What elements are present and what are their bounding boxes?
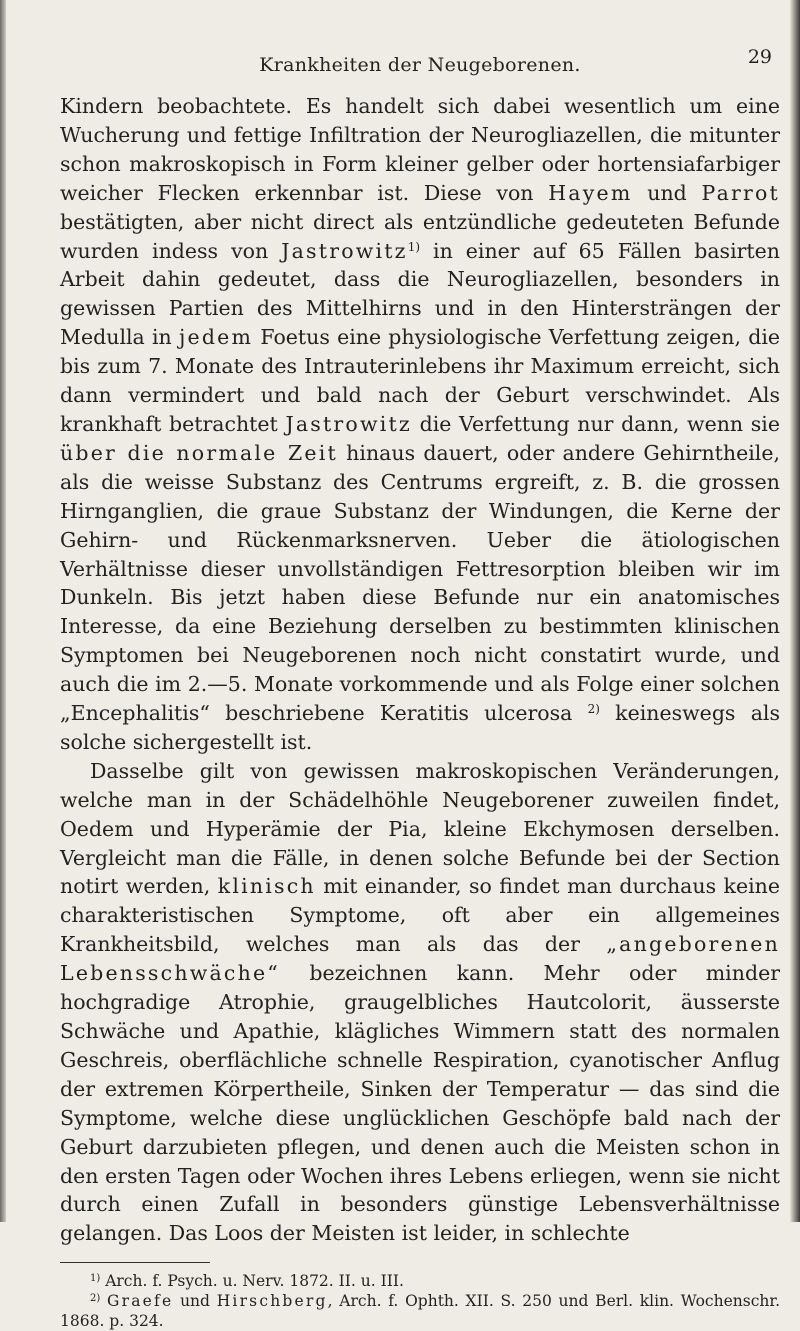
paragraph-2 bbox=[60, 757, 780, 1248]
author-name-graefe: Graefe bbox=[107, 1292, 174, 1311]
text-run: in einer auf 65 Fällen basirten Arbeit dahin gedeutet, dass die Neurogliazellen, besonders in gewissen Partien des Mittelhirns und in den Hintersträngen der Medulla in bbox=[60, 238, 780, 350]
text-run: Kindern beobachtete. Es handelt sich dabei wesentlich um eine Wucherung und fettige Infiltration der Neurogliazellen, die mitunter schon makroskopisch in Form kleiner gelber oder hortensiafarbiger weicher Flecken erkennbar ist. Diese von bbox=[60, 94, 780, 205]
body-text bbox=[60, 92, 780, 1248]
text-run: Foetus eine physiologische Verfettung zeigen, die bis zum 7. Monate des Intrauterinlebens ihr Maximum erreicht, sich dann vermindert und bald nach der Geburt verschwindet. Als krankhaft betrachtet bbox=[60, 325, 781, 436]
author-name-jastrowitz: Jastrowitz bbox=[281, 238, 408, 263]
emphasis-jedem: jedem bbox=[178, 325, 254, 350]
footnote-mark-1: 1) bbox=[90, 1273, 101, 1285]
footnote-text: , Arch. f. Ophth. XII. S. 250 und Berl. klin. Wochenschr. 1868. p. 324. bbox=[60, 1292, 780, 1331]
text-run: bestätigten, aber nicht direct als entzündliche gedeuteten Befunde wurden indess von bbox=[60, 209, 780, 263]
footnote-2 bbox=[60, 1291, 780, 1331]
footnote-divider bbox=[60, 1262, 210, 1263]
paragraph-1 bbox=[60, 92, 780, 757]
emphasis-lebensschwaeche: „angeborenen Lebensschwäche“ bbox=[60, 932, 780, 986]
text-run: Dasselbe gilt von gewissen makroskopischen Veränderungen, welche man in der Schädelhöhle Neugeborener zuweilen findet, Oedem und Hyperämie der Pia, kleine Ekchymosen derselben. Vergleicht man die Fälle, in denen solche Befunde bei der Section notirt werden, bbox=[60, 758, 780, 899]
footnote-ref-1: 1) bbox=[407, 239, 421, 254]
footnote-mark-2: 2) bbox=[90, 1293, 101, 1305]
footnote-ref-2: 2) bbox=[587, 702, 600, 717]
text-run: die Verfettung nur dann, wenn sie bbox=[411, 411, 780, 436]
footnotes bbox=[60, 1271, 780, 1331]
page-number: 29 bbox=[747, 46, 772, 68]
text-run: bezeichnen kann. Mehr oder minder hochgradige Atrophie, graugelbliches Hautcolorit, äusserste Schwäche und Apathie, klägliches Wimmern statt des normalen Geschreis, oberflächliche schnelle Respiration, cyanotischer Anflug der extremen Körpertheile, Sinken der Temperatur — das sind die Symptome, welche diese unglücklichen Geschöpfe bald nach der Geburt darzubieten pflegen, und denen auch die Meisten schon in den ersten Tagen oder Wochen ihres Lebens erliegen, wenn sie nicht durch einen Zufall in besonders günstige Lebensverhältnisse gelangen. Das Loos der Meisten ist leider, in schlechte bbox=[60, 961, 780, 1246]
author-name-jastrowitz: Jastrowitz bbox=[285, 411, 412, 436]
text-run: hinaus dauert, oder andere Gehirntheile, als die weisse Substanz des Centrums ergreift, z. B. die grossen Hirnganglien, die graue Substanz der Windungen, die Kerne der Gehirn- und Rückenmarksnerven. Ueber die ätiologischen Verhältnisse dieser unvollständigen Fettresorption bleiben wir im Dunkeln. Bis jetzt haben diese Befunde nur ein anatomisches Interesse, da eine Beziehung derselben zu bestimmten klinischen Symptomen bei Neugeborenen noch nicht constatirt wurde, und auch die im 2.—5. Monate vorkommende und als Folge einer solchen „Encephalitis“ beschriebene Keratitis ulcerosa bbox=[60, 440, 780, 726]
author-name-parrot: Parrot bbox=[701, 180, 780, 205]
footnote-text: Arch. f. Psych. u. Nerv. 1872. II. u. III. bbox=[100, 1272, 404, 1291]
scan-edge-right bbox=[790, 0, 800, 1222]
footnote-text: und bbox=[173, 1292, 217, 1311]
footnote-1 bbox=[60, 1271, 780, 1291]
running-title: Krankheiten der Neugeborenen. bbox=[259, 54, 581, 76]
text-run: und bbox=[632, 180, 702, 205]
book-page bbox=[60, 46, 780, 1331]
emphasis-normale-zeit: über die normale Zeit bbox=[60, 440, 338, 465]
author-name-hirschberg: Hirschberg bbox=[216, 1292, 328, 1311]
scan-edge-left bbox=[0, 0, 6, 1222]
running-head bbox=[60, 46, 780, 82]
text-run: mit einander, so findet man durchaus keine charakteristischen Symptome, oft aber ein allgemeines Krankheitsbild, welches man als das der bbox=[60, 874, 780, 957]
author-name-hayem: Hayem bbox=[548, 180, 633, 205]
emphasis-klinisch: klinisch bbox=[217, 874, 316, 899]
text-run: keineswegs als solche sichergestellt ist. bbox=[60, 701, 780, 754]
